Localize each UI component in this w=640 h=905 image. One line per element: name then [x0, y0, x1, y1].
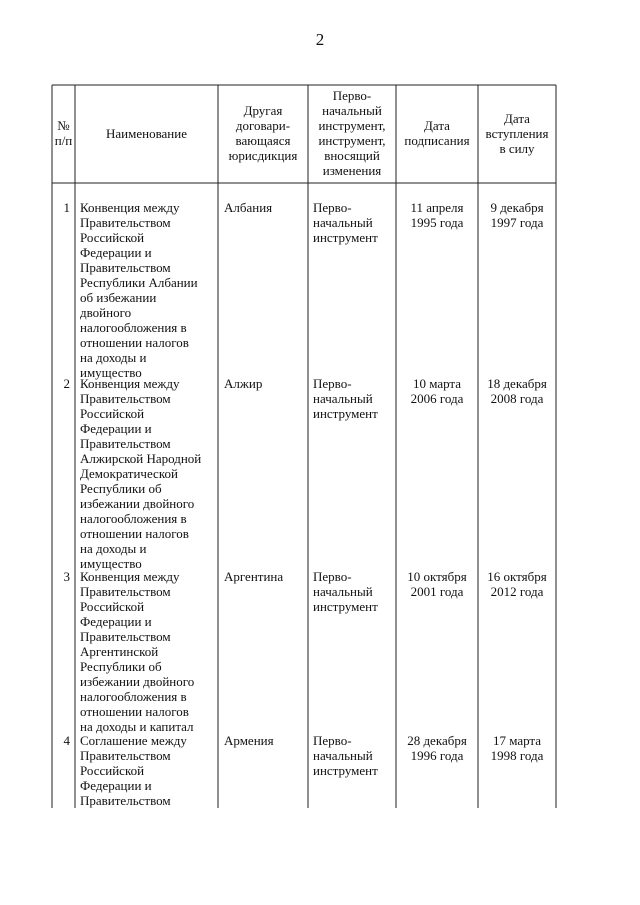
row-4-jurisdiction: Армения [224, 733, 274, 748]
row-3-no: 3 [63, 569, 70, 584]
row-1-instrument: Перво- начальный инструмент [313, 200, 378, 245]
row-2-effective: 18 декабря 2008 года [487, 376, 547, 406]
row-3-effective: 16 октября 2012 года [487, 569, 547, 599]
header-effective: Дата вступления в силу [485, 111, 549, 156]
row-4-name: Соглашение между Правительством Российской Федерации и Правительством [80, 733, 187, 808]
row-2-instrument: Перво- начальный инструмент [313, 376, 378, 421]
row-2-name: Конвенция между Правительством Российской Федерации и Правительством Алжирской Народной Демократической Республики об избежании двойного налогообложения в отношении налогов на доходы и имущество [80, 376, 202, 571]
row-2-signed: 10 марта 2006 года [410, 376, 464, 406]
row-1-name: Конвенция между Правительством Российской Федерации и Правительством Республики Албании об избежании двойного налогообложения в отношении налогов на доходы и имущество [80, 200, 198, 380]
row-1-signed: 11 апреля 1995 года [410, 200, 464, 230]
row-4-no: 4 [63, 733, 70, 748]
row-2-no: 2 [63, 376, 70, 391]
row-4-signed: 28 декабря 1996 года [407, 733, 467, 763]
row-2-jurisdiction: Алжир [224, 376, 263, 391]
header-name: Наименование [106, 126, 187, 141]
header-jurisdiction: Другая договари- вающаяся юрисдикция [228, 103, 298, 163]
row-1-no: 1 [63, 200, 70, 215]
row-4-effective: 17 марта 1998 года [490, 733, 544, 763]
row-3-jurisdiction: Аргентина [224, 569, 284, 584]
header-no: № п/п [54, 118, 73, 148]
row-1-effective: 9 декабря 1997 года [490, 200, 544, 230]
header-instrument: Перво- начальный инструмент, инструмент, вносящий изменения [318, 88, 386, 178]
row-3-instrument: Перво- начальный инструмент [313, 569, 378, 614]
page-number: 2 [315, 30, 325, 49]
row-3-signed: 10 октября 2001 года [407, 569, 467, 599]
row-4-instrument: Перво- начальный инструмент [313, 733, 378, 778]
row-3-name: Конвенция между Правительством Российской Федерации и Правительством Аргентинской Республики об избежании двойного налогообложения в отношении налогов на доходы и капитал [80, 569, 195, 734]
header-signed: Дата подписания [404, 118, 470, 148]
row-1-jurisdiction: Албания [224, 200, 273, 215]
